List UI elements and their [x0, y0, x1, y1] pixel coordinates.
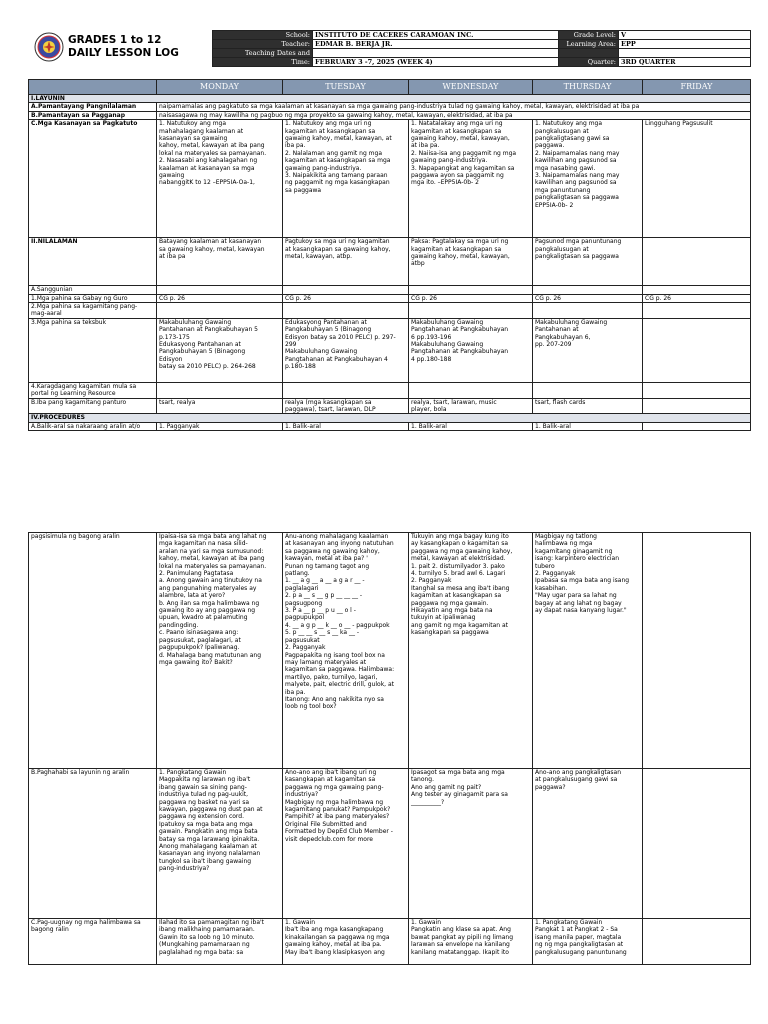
lesson-log-table-bottom [28, 532, 751, 965]
area-value: EPP [619, 40, 751, 49]
iba-monday: tsart, realya [157, 398, 283, 414]
iba-friday [643, 398, 751, 414]
kasanayan-wednesday: 1. Natatalakay ang mga uri ng kagamitan at kasangkapan sa gawaing kahoy, metal, kawayan, at iba pa. 2. Naiisa-isa ang paggamit ng mga gawaing pang-industriya. 3. Napapangkat ang kagamitan sa paggawa ayon sa paggamit ng mga ito. –EPP5IA-0b- 2 [409, 120, 533, 238]
kasanayan-label: C.Mga Kasanayan sa Pagkatuto [29, 120, 157, 238]
title-line2: DAILY LESSON LOG [68, 47, 179, 59]
paghahabi-wednesday: Ipasagot sa mga bata ang mga tanong. Ano ang gamit ng pait? Ang tester ay ginagamit para sa __________? [409, 769, 533, 919]
paghahabi-label: B.Paghahabi sa layunin ng aralin [29, 769, 157, 919]
header-info-table [212, 30, 751, 67]
portal-label: 4.Karagdagang kagamitan mula sa portal ng Learning Resource [29, 382, 157, 398]
balik-thursday: 1. Balik-aral [533, 422, 643, 430]
dates-label-2: Time: [213, 58, 313, 67]
gabay-thursday: CG p. 26 [533, 294, 643, 302]
paguugnay-label: C.Pag-uugnay ng mga halimbawa sa bagong ralin [29, 919, 157, 965]
paghahabi-tuesday: Ano-ano ang iba't ibang uri ng kasangkapan at kagamitan sa paggawa ng mga gawaing pang- industriya? Magbigay ng mga halimbawa ng kagamitang panukat? Pampukpok? Pampihit? at iba pang materyales? Original File Submitted and Formatted by DepEd Club Member - visit depedclub.com for more [283, 769, 409, 919]
nilalaman-wednesday: Paksa: Pagtalakay sa mga uri ng kagamitan at kasangkapan sa gawaing kahoy, metal, kawayan, atbp [409, 238, 533, 286]
teksbuk-friday [643, 318, 751, 382]
day-thursday: THURSDAY [533, 80, 643, 95]
gabay-wednesday: CG p. 26 [409, 294, 533, 302]
paguugnay-monday: Ilahad ito sa pamamagitan ng iba't ibang malikhaing pamamaraan. Gawin ito sa loob ng 10 minuto. (Mungkahing pamamaraan ng paglalahad ng mga bata: sa [157, 919, 283, 965]
gabay-tuesday: CG p. 26 [283, 294, 409, 302]
teksbuk-monday: Makabuluhang Gawaing Pantahanan at Pangkabuhayan 5 p.173-175 Edukasyong Pantahanan at Pangkabuhayan 5 (Binagong Edisyon batay sa 2010 PELC) p. 264-268 [157, 318, 283, 382]
nilalaman-friday [643, 238, 751, 286]
pamantayan-text: naipamamalas ang pagkatuto sa mga kaalaman at kasanayan sa mga gawaing pang-industriya tulad ng gawaing kahoy, metal, kawayan, elektrisidad at iba pa [157, 103, 751, 111]
nilalaman-monday: Batayang kaalaman at kasanayan sa gawaing kahoy, metal, kawayan at iba pa [157, 238, 283, 286]
gabay-monday: CG p. 26 [157, 294, 283, 302]
pagganap-text: naisasagawa ng may kawiliha ng pagbuo ng mga proyekto sa gawaing kahoy, metal, kawayan, elektrisidad, at iba pa [157, 111, 751, 119]
balik-label: A.Balik-aral sa nakaraang aralin at/o [29, 422, 157, 430]
section-layunin: I.LAYUNIN [29, 95, 751, 103]
grade-value: V [619, 31, 751, 40]
deped-seal-logo [34, 32, 64, 62]
lesson-log-table-top [28, 79, 751, 431]
day-monday: MONDAY [157, 80, 283, 95]
iba-thursday: tsart, flash cards [533, 398, 643, 414]
paguugnay-wednesday: 1. Gawain Pangkatin ang klase sa apat. Ang bawat pangkat ay pipili ng limang larawan sa envelope na kanilang kanilang matatanggap. Ikapit ito [409, 919, 533, 965]
kasanayan-monday: 1. Natutukoy ang mga mahahalagang kaalaman at kasanayan sa gawaing kahoy, metal, kawayan at iba pang lokal na materyales sa pamayanan. 2. Nasasabi ang kahalagahan ng kaalaman at kasanayan sa mga gawaing nabanggitK to 12 –EPP5IA-Oa-1, [157, 120, 283, 238]
pagsisimula-monday: Ipaisa-isa sa mga bata ang lahat ng mga kagamitan na nasa silid- aralan na yari sa mga sumusunod: kahoy, metal, kawayan at iba pang lokal na materyales sa pamayanan. 2. Panimulang Pagtatasa a. Anong gawain ang tinutukoy na ang pangunahing materyales ay alambre, lata at yero? b. Ang ilan sa mga halimbawa ng gawaing ito ay ang paggawa ng upuan, kwadro at palamuting pandingding. c. Paano isinasagawa ang: pagsusukat, paglalagari, at pagpupukpok? Ipaliwanag. d. Mahalaga bang matutunan ang mga gawaing ito? Bakit? [157, 533, 283, 769]
paguugnay-thursday: 1. Pangkatang Gawain Pangkat 1 at Pangkat 2 - Sa isang manila paper, magtala ng ng mga pangkaligtasan at pangkalusugang panuntunang [533, 919, 643, 965]
day-wednesday: WEDNESDAY [409, 80, 533, 95]
dates-value: FEBRUARY 3 -7, 2025 (WEEK 4) [313, 58, 559, 67]
title-block [68, 34, 179, 60]
pagsisimula-label: pagsisimula ng bagong aralin [29, 533, 157, 769]
balik-friday [643, 422, 751, 430]
dates-label-1: Teaching Dates and [213, 49, 313, 58]
teacher-value: EDMAR B. BERJA JR. [313, 40, 559, 49]
paguugnay-tuesday: 1. Gawain Iba't iba ang mga kasangkapang kinakailangan sa paggawa ng mga gawaing kahoy, metal at iba pa. May iba't ibang klasipkasyon ang [283, 919, 409, 965]
school-value: INSTITUTO DE CACERES CARAMOAN INC. [313, 31, 559, 40]
nilalaman-thursday: Pagsunod mga panuntunang pangkalusugan at pangkaligtasan sa paggawa [533, 238, 643, 286]
teksbuk-tuesday: Edukasyong Pantahanan at Pangkabuhayan 5 (Binagong Edisyon batay sa 2010 PELC) p. 297- 299 Makabuluhang Gawaing Pangtahanan at Pangkabuhayan 4 p.180-188 [283, 318, 409, 382]
day-friday: FRIDAY [643, 80, 751, 95]
teksbuk-wednesday: Makabuluhang Gawaing Pangtahanan at Pangkabuhayan 6 pp.193-196 Makabuluhang Gawaing Pangtahanan at Pangkabuhayan 4 pp.180-188 [409, 318, 533, 382]
pamantayan-label: A.Pamantayang Pangnilalaman [29, 103, 157, 111]
teksbuk-thursday: Makabuluhang Gawaing Pantahanan at Pangkabuhayan 6, pp. 207-209 [533, 318, 643, 382]
pagsisimula-tuesday: Anu-anong mahalagang kaalaman at kasanayan ang inyong natutuhan sa paggawa ng gawaing kahoy, kawayan, metal at iba pa? ' Punan ng tamang tagot ang patlang. 1. __ a g __ a __ a g a r __ - paglalagari 2. p a __ s __ g p __ __ __ - pagsugpong 3. P a __ p __ p u __ o l - pagpupukpol 4. __ a g p __ k __ o __ - pagpukpok 5. p __ __ s __ s __ ka __ - pagsusukat 2. Pagganyak Pagpapakita ng isang tool box na may lamang materyales at kagamitan sa paggawa. Halimbawa: martilyo, pako, turnilyo, lagari, malyete, pait, electric drill, gulok, at iba pa. Itanong: Ano ang nakikita nyo sa loob ng tool box? [283, 533, 409, 769]
nilalaman-tuesday: Pagtukoy sa mga uri ng kagamitan at kasangkapan sa gawaing kahoy, metal, kawayan, atbp. [283, 238, 409, 286]
paghahabi-friday [643, 769, 751, 919]
balik-monday: 1. Pagganyak [157, 422, 283, 430]
paghahabi-monday: 1. Pangkatang Gawain Magpakita ng larawan ng iba't ibang gawain sa sining pang- industriya tulad ng pag-uukit, paggawa ng basket na yari sa kawayan, paggawa ng dust pan at paggawa ng extension cord. Ipatukoy sa mga bata ang mga gawain. Pangkatin ang mga bata batay sa mga larawang ipinakita. Anong mahalagang kaalaman at kasanayan ang inyong nalalaman tungkol sa iba't ibang gawaing pang-industriya? [157, 769, 283, 919]
kasanayan-friday: Lingguhang Pagsusulit [643, 120, 751, 238]
quarter-label: Quarter: [559, 58, 619, 67]
gabay-label: 1.Mga pahina sa Gabay ng Guro [29, 294, 157, 302]
title-line1: GRADES 1 to 12 [68, 34, 162, 46]
iba-wednesday: realya, tsart, larawan, music player, bola [409, 398, 533, 414]
area-label: Learning Area: [559, 40, 619, 49]
paghahabi-thursday: Ano-ano ang pangkaligtasan at pangkalusugang gawi sa paggawa? [533, 769, 643, 919]
pagsisimula-wednesday: Tukuyin ang mga bagay kung ito ay kasangkapan o kagamitan sa paggawa ng mga gawaing kahoy, metal, kawayan at elektrisidad. 1. pait 2. distumilyador 3. pako 4. turnilyo 5. brad awl 6. Lagari 2. Pagganyak Itanghal sa mesa ang iba't ibang kagamitan at kasangkapan sa paggawa ng mga gawain. Hikayatin ang mga bata na tukuyin at ipaliwanag ang gamit ng mga kagamitan at kasangkapan sa paggawa [409, 533, 533, 769]
kasanayan-thursday: 1. Natutukoy ang mga pangkalusugan at pangkaligtasang gawi sa paggawa. 2. Naipamamalas nang may kawilihan ang pagsunod sa mga nasabing gawi. 3. Naipamamalas nang may kawilihan ang pagsunod sa mga panuntunang pangkaligtasan sa paggawa EPP5IA-0b- 2 [533, 120, 643, 238]
kagamitan-label: 2.Mga pahina sa kagamitang pang- mag-aaral [29, 303, 157, 319]
sanggunian-label: A.Sanggunian [29, 286, 157, 294]
balik-wednesday: 1. Balik-aral [409, 422, 533, 430]
iba-tuesday: realya (mga kasangkapan sa paggawa), tsart, larawan, DLP [283, 398, 409, 414]
pagganap-label: B.Pamantayan sa Pagganap [29, 111, 157, 119]
paguugnay-friday [643, 919, 751, 965]
school-label: School: [213, 31, 313, 40]
gabay-friday: CG p. 26 [643, 294, 751, 302]
teksbuk-label: 3.Mga pahina sa teksbuk [29, 318, 157, 382]
day-tuesday: TUESDAY [283, 80, 409, 95]
nilalaman-label: II.NILALAMAN [29, 238, 157, 286]
balik-tuesday: 1. Balik-aral [283, 422, 409, 430]
pagsisimula-friday [643, 533, 751, 769]
iba-label: B.Iba pang kagamitang panturo [29, 398, 157, 414]
quarter-value: 3RD QUARTER [619, 58, 751, 67]
pagsisimula-thursday: Magbigay ng tatlong halimbawa ng mga kagamitang ginagamit ng isang: karpintero electrician tubero 2. Pagganyak Ipabasa sa mga bata ang isang kasabihan. "May ugar para sa lahat ng bagay at ang lahat ng bagay ay dapat nasa kanyang lugar." [533, 533, 643, 769]
section-procedures: IV.PROCEDURES [29, 414, 751, 422]
corner-cell [29, 80, 157, 95]
teacher-label: Teacher: [213, 40, 313, 49]
kasanayan-tuesday: 1. Natutukoy ang mga uri ng kagamitan at kasangkapan sa gawaing kahoy, metal, kawayan, at iba pa. 2. Nalalaman ang gamit ng mga kagamitan at kasangkapan sa mga gawaing pang-industriya. 3. Naipakikita ang tamang paraan ng paggamit ng mga kasangkapan sa paggawa [283, 120, 409, 238]
grade-label: Grade Level: [559, 31, 619, 40]
